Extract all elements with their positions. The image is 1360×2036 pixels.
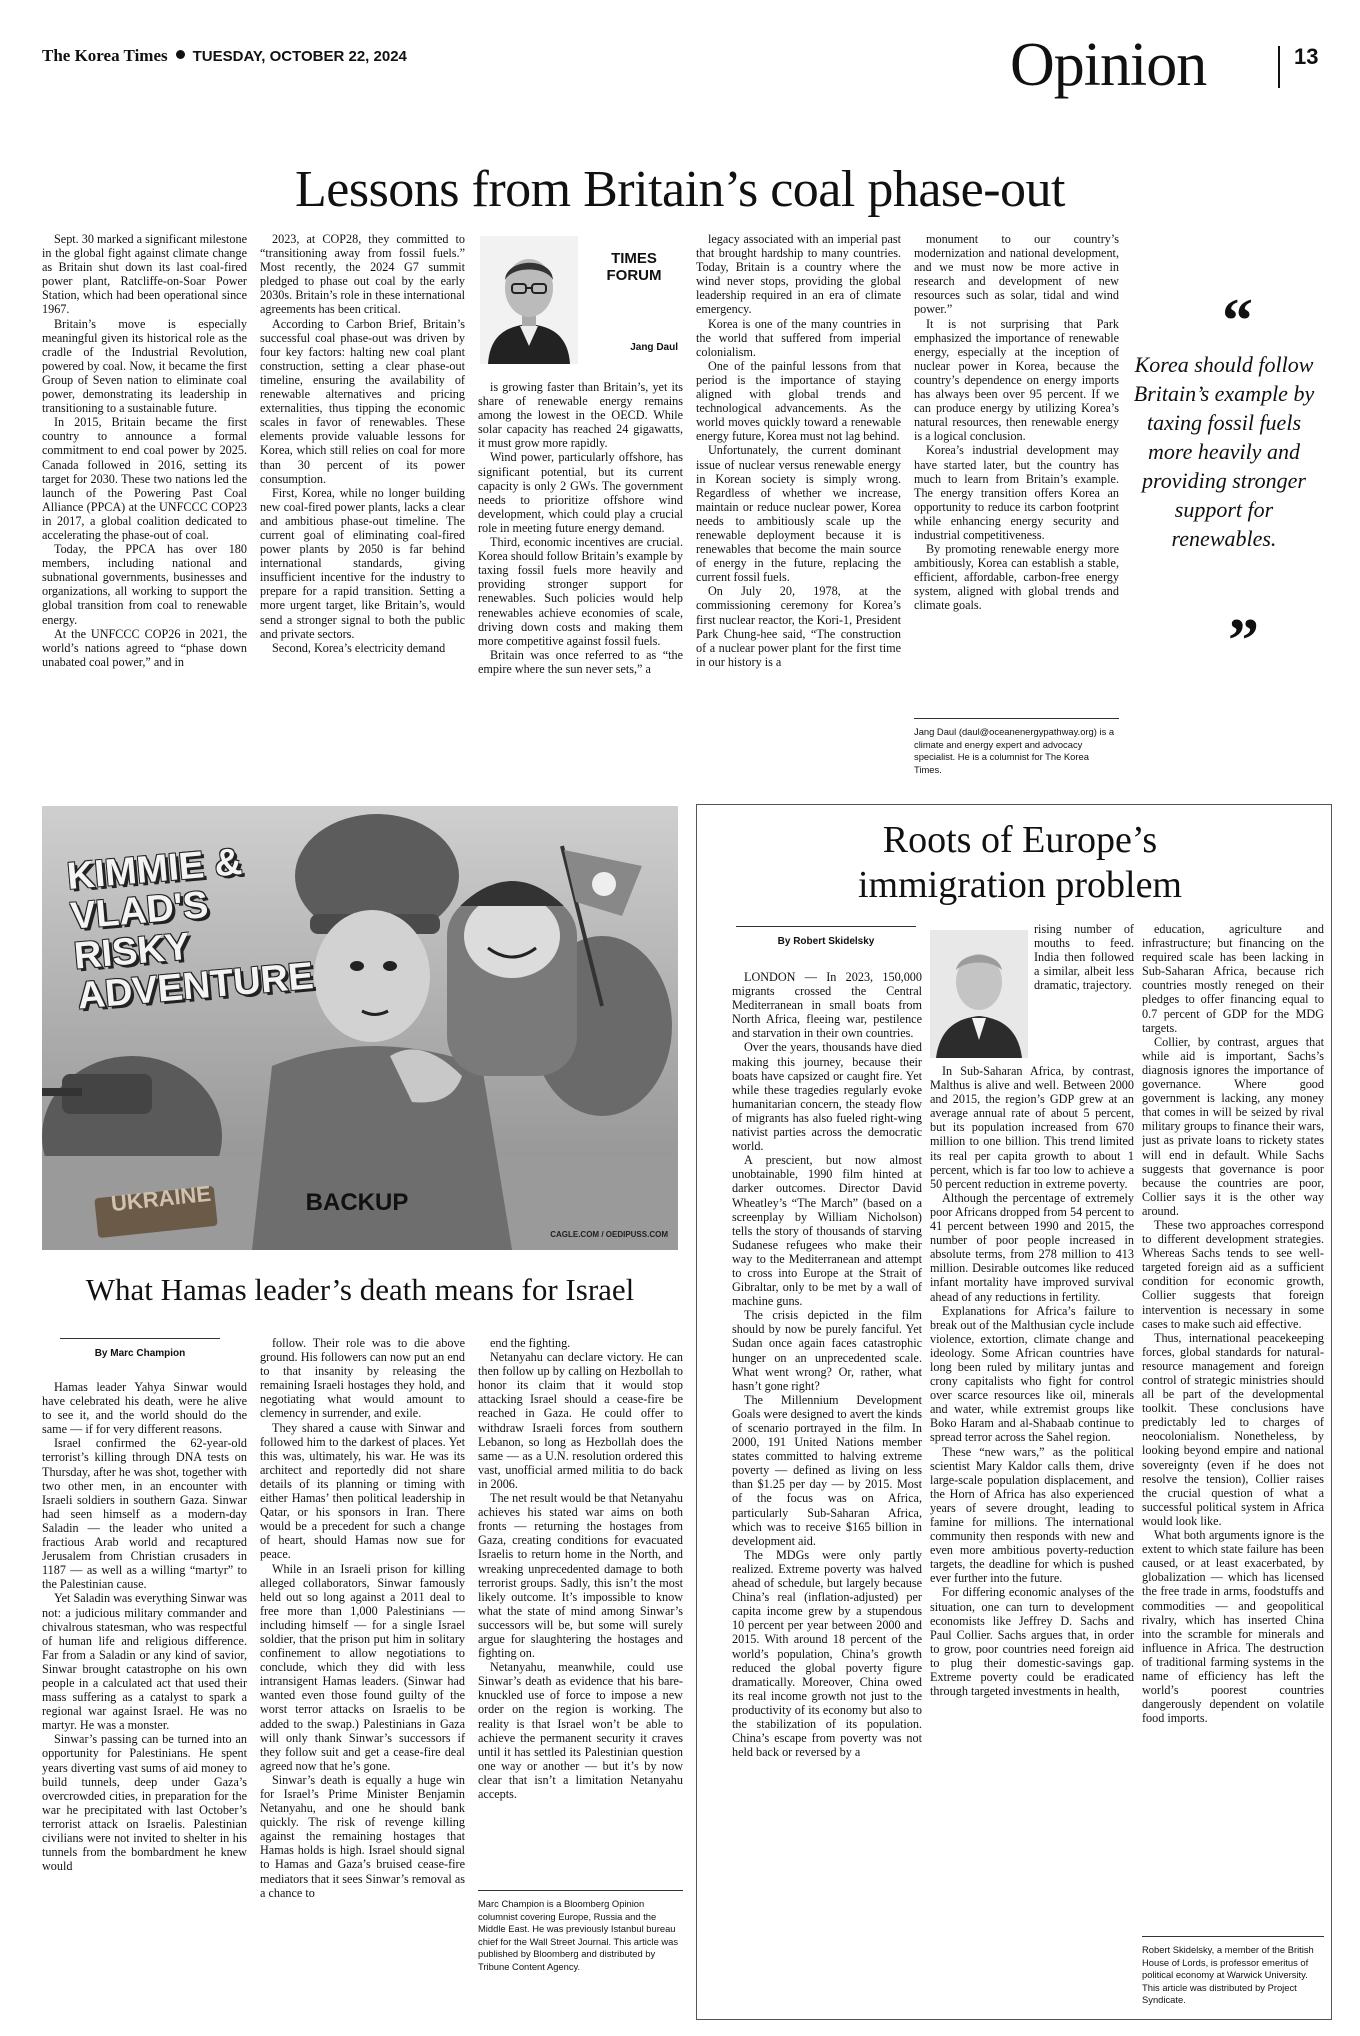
columnist-photo bbox=[480, 236, 578, 364]
close-quote-icon: ” bbox=[1228, 607, 1259, 675]
paragraph: Hamas leader Yahya Sinwar would have celebrated his death, were he alive to see it, and the world should do the same — if for very different reasons. bbox=[42, 1380, 247, 1437]
author-photo bbox=[930, 930, 1028, 1058]
author-bio: Robert Skidelsky, a member of the British House of Lords, is professor emeritus of political economy at Warwick University. This article was distributed by Project Syndicate. bbox=[1142, 1944, 1314, 2005]
paragraph: For differing economic analyses of the situation, one can turn to development economists like Jeffrey D. Sachs and Paul Collier. Sachs argues that, in order to grow, poor countries need foreign aid to plug their domestic-savings gap. Extreme poverty could be eradicated through targeted investments in health, bbox=[930, 1585, 1134, 1699]
paragraph: Although the percentage of extremely poor Africans dropped from 54 percent to 41 percent between 1990 and 2015, the number of poor people increased in absolute terms, from 278 million to 413 million. Desirable outcomes like reduced infant mortality have improved survival ahead of any reductions in fertility. bbox=[930, 1190, 1134, 1304]
paragraph: The MDGs were only partly realized. Extreme poverty was halved ahead of schedule, but largely because China’s real (inflation-adjusted) per capita income grew by a stupendous 10 percent per year between 2000 and 2015. With around 18 percent of the world’s population, China’s growth reduced the global poverty figure dramatically. Moreover, China owed its real income growth not just to the productivity of its economy but also to the stabilization of its population. China’s escape from poverty was not held back or reversed by a bbox=[732, 1547, 922, 1760]
divider bbox=[60, 1338, 220, 1339]
paragraph: follow. Their role was to die above ground. His followers can now put an end to that insanity by releasing the remaining Israeli hostages they hold, and negotiating what would amount to clemency in surrender, and exile. bbox=[260, 1336, 465, 1421]
bullet-icon bbox=[176, 50, 185, 59]
paragraph: Today, the PPCA has over 180 members, including national and subnational governments, businesses and organizations, all working to support the global transition from coal to renewable energy. bbox=[42, 542, 247, 627]
paragraph: In 2015, Britain became the first country to announce a formal commitment to end coal power by 2025. Canada followed in 2016, setting its target for 2030. These two nations led the launch of the Powering Past Coal Alliance (PPCA) at the UNFCCC COP23 in 2017, a global coalition dedicated to accelerating the phase-out of coal. bbox=[42, 415, 247, 542]
paragraph: A prescient, but now almost unobtainable, 1990 film hinted at darker outcomes. Director David Wheatley’s “The March” (based on a screenplay by William Nicholson) tells the story of thousands of starving Sudanese refugees who make their way to the Mediterranean and attempt to cross into Europe at the Strait of Gibraltar, only to be met by a wall of machine guns. bbox=[732, 1153, 922, 1309]
europe-headline: Roots of Europe’s immigration problem bbox=[857, 819, 1182, 906]
hamas-column-3 bbox=[478, 1336, 683, 1876]
europe-byline: By Robert Skidelsky bbox=[777, 936, 875, 947]
divider bbox=[914, 718, 1119, 719]
paragraph: Sept. 30 marked a significant milestone in the global fight against climate change as Britain shut down its last coal-fired power plant, Ratcliffe-on-Soar Power Station, which had been operational since 1967. bbox=[42, 232, 247, 317]
europe-column-2 bbox=[930, 1064, 1134, 2014]
author-bio: Marc Champion is a Bloomberg Opinion columnist covering Europe, Russia and the Middle East. He was previously Istanbul bureau chief for the Wall Street Journal. This article was published by Bloomberg and distributed by Tribune Content Agency. bbox=[478, 1898, 679, 1972]
pull-quote: Korea should follow Britain’s example by taxing fossil fuels more heavily and providing stronger support for renewables. bbox=[1133, 352, 1315, 551]
paragraph: It is not surprising that Park emphasized the importance of renewable energy, especially at the inception of nuclear power in Korea, because the country’s dependence on energy imports has always been over 95 percent. If we can produce energy by utilizing Korea’s natural resources, then renewable energy is a logical conclusion. bbox=[914, 316, 1119, 444]
paragraph: Netanyahu can declare victory. He can then follow up by calling on Hezbollah to honor its claim that it would stop attacking Israel should a cease-fire be reached in Gaza. He could offer to withdraw Israeli forces from southern Lebanon, so long as Hezbollah does the same — as a U.N. resolution ordered this vast, unofficial armed militia to do back in 2006. bbox=[478, 1350, 683, 1491]
hamas-byline: By Marc Champion bbox=[94, 1348, 186, 1359]
paragraph: Collier, by contrast, argues that while aid is important, Sachs’s diagnosis ignores the importance of governance. Where good government is lacking, any money that comes in will be seized by rival military groups to finance their wars, just as private loans to rickety states will end in default. While Sachs suggests that governance is poor because the countries are poor, Collier says it is the other way around. bbox=[1142, 1034, 1324, 1218]
section-divider bbox=[1278, 46, 1280, 88]
newspaper-name: The Korea Times bbox=[42, 46, 168, 65]
open-quote-icon: “ bbox=[1222, 287, 1253, 355]
cartoon-sign: UKRAINE bbox=[109, 1180, 213, 1217]
page-number: 13 bbox=[1294, 44, 1319, 69]
paragraph: rising number of mouths to feed. India then followed a similar, albeit less dramatic, trajectory. bbox=[1034, 922, 1134, 993]
masthead bbox=[42, 46, 407, 66]
europe-column-3 bbox=[1142, 922, 1324, 1932]
paragraph: In Sub-Saharan Africa, by contrast, Malthus is alive and well. Between 2000 and 2015, the region’s GDP grew at an average annual rate of about 5 percent, but its population increased from 670 million to one billion. This trend limited its real per capita growth to about 1 percent, which is far too low to achieve a 50 percent reduction in extreme poverty. bbox=[930, 1064, 1134, 1191]
hamas-headline: What Hamas leader’s death means for Israel bbox=[85, 1272, 635, 1307]
paragraph: monument to our country’s modernization and national development, and we must now be more active in research and development of new resources such as solar, tidal and wind power.” bbox=[914, 232, 1119, 317]
paragraph: Third, economic incentives are crucial. Korea should follow Britain’s example by taxing fossil fuels more heavily and providing stronger support for renewables. Such policies would help renewables achieve economies of scale, driving down costs and making them more competitive against fossil fuels. bbox=[478, 535, 683, 648]
paragraph: These “new wars,” as the political scientist Mary Kaldor calls them, drive large-scale population displacement, and the Horn of Africa has also experienced years of severe drought, leading to famine for millions. The international community then responds with new and even more ambitious poverty-reduction targets, the deadline for which is pushed ever further into the future. bbox=[930, 1444, 1134, 1586]
europe-column-2-top bbox=[1034, 922, 1134, 1062]
paragraph: is growing faster than Britain’s, yet its share of renewable energy remains among the lowest in the OECD. While solar capacity has reached 24 gigawatts, it must grow more rapidly. bbox=[478, 380, 683, 451]
paragraph: Britain was once referred to as “the empire where the sun never sets,” a bbox=[478, 647, 683, 676]
paragraph: LONDON — In 2023, 150,000 migrants crossed the Central Mediterranean in small boats from North Africa, fleeing war, pestilence and starvation in their own countries. bbox=[732, 970, 922, 1041]
paragraph: Korea’s industrial development may have started later, but the country has much to learn from Britain’s example. The energy transition offers Korea an opportunity to reduce its carbon footprint while enhancing energy security and industrial competitiveness. bbox=[914, 443, 1119, 542]
paragraph: The net result would be that Netanyahu achieves his stated war aims on both fronts — returning the hostages from Gaza, creating conditions for evacuated Israelis to return home in the North, and wreaking unprecedented damage to both terrorist groups. Sadly, this isn’t the most likely outcome. It’s impossible to know what the state of mind among Sinwar’s successors will be, but some will surely argue for slaughtering the hostages and fighting on. bbox=[478, 1491, 683, 1661]
paragraph: Netanyahu, meanwhile, could use Sinwar’s death as evidence that his bare-knuckled use of force to impose a new order on the region is working. The reality is that Israel won’t be able to achieve the permanent security it craves until it has settled its Palestinian question one way or another — but it’s by now clear that isn’t a limitation Netanyahu accepts. bbox=[478, 1660, 683, 1801]
divider bbox=[478, 1890, 683, 1891]
issue-date: TUESDAY, OCTOBER 22, 2024 bbox=[192, 48, 407, 65]
paragraph: Thus, international peacekeeping forces, global standards for natural-resource management and foreign control of strategic ministries should all be part of the developmental toolkit. These conclusions have predictably led to charges of neocolonialism. Nonetheless, by looking beyond empire and national sovereignty (even if he does not resolve the tension), Collier raises the crucial question of what a successful political system in Africa would look like. bbox=[1142, 1330, 1324, 1528]
paragraph: Unfortunately, the current dominant issue of nuclear versus renewable energy in Korean society is simply wrong. Regardless of whether we increase, maintain or reduce nuclear power, Korea needs to ambitiously scale up the renewable deployment because it is renewables that become the main source of energy in the future, replacing the current fossil fuels. bbox=[696, 443, 901, 585]
paragraph: On July 20, 1978, at the commissioning ceremony for Korea’s first nuclear reactor, the Kori-1, President Park Chung-hee said, “The construction of a nuclear power plant for the first time in our history is a bbox=[696, 584, 901, 669]
divider bbox=[1142, 1936, 1324, 1937]
paragraph: Korea is one of the many countries in the world that suffered from imperial colonialism. bbox=[696, 316, 901, 359]
paragraph: Sinwar’s death is equally a huge win for Israel’s Prime Minister Benjamin Netanyahu, and one he should bank quickly. The risk of revenge killing against the remaining hostages that Hamas holds is high. Israel should signal to Hamas and Gaza’s bruised cease-fire mediators that it sees Sinwar’s removal as a chance to bbox=[260, 1772, 465, 1900]
paragraph: According to Carbon Brief, Britain’s successful coal phase-out was driven by four key factors: halting new coal plant construction, setting a clear phase-out timeline, ensuring the availability of renewable alternatives and pricing externalities, thus tipping the economic scales in favor of renewables. These elements provide valuable lessons for Korea, which still relies on coal for more than 30 percent of its power consumption. bbox=[260, 316, 465, 486]
europe-column-1 bbox=[732, 970, 922, 2010]
paragraph: They shared a cause with Sinwar and followed him to the darkest of places. Yet this was, ultimately, his war. He was its architect and reportedly did not share details of its planning or timing with either Hamas’ then political leadership in Qatar, or his sponsors in Iran. There would be a precedent for such a change of heart, should Hamas now sue for peace. bbox=[260, 1420, 465, 1562]
paragraph: Israel confirmed the 62-year-old terrorist’s killing through DNA tests on Thursday, after he was shot, together with two other men, in an encounter with Israeli soldiers in southern Gaza. Sinwar had seen himself as a modern-day Saladin — the leader who united a fractious Arab world and recaptured Jerusalem from Christian crusaders in 1187 — as well as a willing “martyr” to the Palestinian cause. bbox=[42, 1436, 247, 1592]
paragraph: The crisis depicted in the film should by now be purely fanciful. Yet Sudan once again faces catastrophic hunger on an unprecedented scale. What went wrong? Or, rather, what hasn’t gone right? bbox=[732, 1308, 922, 1393]
hamas-column-1 bbox=[42, 1380, 247, 2020]
paragraph: Second, Korea’s electricity demand bbox=[272, 640, 446, 655]
paragraph: Yet Saladin was everything Sinwar was not: a judicious military commander and chivalrous statesman, who was respectful of human life and religious difference. Far from a Saladin or any kind of savior, Sinwar brought catastrophe on his own people in a calculated act that used their mass suffering as a catalyst to spark a regional war against Israel. He was no martyr. He was a monster. bbox=[42, 1591, 247, 1733]
paragraph: Wind power, particularly offshore, has significant potential, but its current capacity is only 2 GWs. The government needs to prioritize offshore wind development, which could play a crucial role in meeting future energy demand. bbox=[478, 450, 683, 535]
paragraph: Britain’s move is especially meaningful given its historical role as the cradle of the Industrial Revolution, powered by coal. Now, it became the first Group of Seven nation to eliminate coal power, demonstrating its leadership in transitioning to a sustainable future. bbox=[42, 316, 247, 416]
paragraph: While in an Israeli prison for killing alleged collaborators, Sinwar famously held out so long against a 2011 deal to free more than 1,000 Palestinians — including himself — for a single Israel soldier, that the prison put him in solitary confinement to allow negotiations to conclude, which they did with less intransigent Hamas leaders. (Sinwar had wanted even those found guilty of the worst terror attacks on Israelis to be added to the swap.) Palestinians in Gaza will only thank Sinwar’s successors if they follow suit and get a cease-fire deal agreed now that he’s gone. bbox=[260, 1561, 465, 1773]
lead-column-2 bbox=[260, 232, 465, 780]
paragraph: Sinwar’s passing can be turned into an opportunity for Palestinians. He spent years diverting vast sums of aid money to build tunnels, deep under Gaza’s overcrowded cities, in preparation for the war he precipitated with last October’s terrorist attack on Israelis. Palestinian civilians were not invited to shelter in his tunnels from the bombardment he knew would bbox=[42, 1732, 247, 1874]
lead-column-3 bbox=[478, 380, 683, 780]
paragraph: Explanations for Africa’s failure to break out of the Malthusian cycle include violence, extortion, climate change and ideology. Some African countries have long been ruled by military juntas and crony capitalists who fight for control over scarce resources like oil, minerals and water, while extremist groups like Boko Haram and al-Shabaab continue to spread terror across the Sahel region. bbox=[930, 1303, 1134, 1445]
paragraph: First, Korea, while no longer building new coal-fired power plants, lacks a clear and ambitious phase-out timeline. The current goal of eliminating coal-fired power plants by 2050 is far behind international standards, giving insufficient incentive for the industry to prepare for a rapid transition. Setting a more urgent target, like Britain’s, would send a stronger signal to both the public and private sectors. bbox=[260, 485, 465, 641]
columnist-box bbox=[480, 236, 680, 364]
section-title: Opinion bbox=[1010, 31, 1207, 99]
paragraph: What both arguments ignore is the extent to which state failure has been caused, or at least exacerbated, by globalization — which has licensed the free trade in arms, foodstuffs and commodities — and geopolitical rivalry, which has inserted China into the scramble for minerals and influence in Africa. The destruction of traditional farming systems in the name of efficiency has left the world’s poorest countries dangerously dependent on volatile food imports. bbox=[1142, 1528, 1324, 1726]
forum-label: TIMES FORUM bbox=[606, 250, 662, 284]
cartoon-credit: CAGLE.COM / OEDIPUSS.COM bbox=[550, 1230, 668, 1239]
editorial-cartoon bbox=[42, 806, 678, 1250]
paragraph: 2023, at COP28, they committed to “transitioning away from fossil fuels.” Most recently, the 2024 G7 summit pledged to phase out coal by the early 2030s. Britain’s role in these international agreements has been critical. bbox=[260, 232, 465, 317]
author-bio: Jang Daul (daul@oceanenergypathway.org) is a climate and energy expert and advocacy specialist. He is a columnist for The Korea Times. bbox=[914, 726, 1115, 775]
paragraph: The Millennium Development Goals were designed to avert the kinds of scenario portrayed in the film. In 2000, 191 United Nations member states committed to halving extreme poverty — defined as living on less than $1.25 per day — by 2015. Most of the focus was on Africa, particularly Sub-Saharan Africa, which was to receive $165 billion in development aid. bbox=[732, 1392, 922, 1548]
paragraph: By promoting renewable energy more ambitiously, Korea can establish a stable, efficient, affordable, carbon-free energy system, aligned with global trends and climate goals. bbox=[914, 542, 1119, 613]
lead-column-1 bbox=[42, 232, 247, 780]
cartoon-title: KIMMIE & VLAD'S RISKY ADVENTURE bbox=[65, 840, 316, 1018]
columnist-name: Jang Daul bbox=[630, 342, 678, 353]
paragraph: Over the years, thousands have died making this journey, because their boats have capsized or caught fire. Yet while these tragedies regularly evoke humanitarian concern, the steady flow of migrants has also fueled right-wing nativist parties across the democratic world. bbox=[732, 1040, 922, 1154]
paragraph: At the UNFCCC COP26 in 2021, the world’s nations agreed to “phase down unabated coal power,” and in bbox=[42, 626, 247, 669]
paragraph: One of the painful lessons from that period is the importance of staying aligned with global trends and technological advancements. As the world moves quickly toward a renewable energy future, Korea must not lag behind. bbox=[696, 358, 901, 444]
lead-column-4 bbox=[696, 232, 901, 780]
lead-column-5 bbox=[914, 232, 1119, 707]
cartoon-caption: BACKUP bbox=[305, 1189, 409, 1216]
paragraph: These two approaches correspond to different development strategies. Whereas Sachs tends to see well-targeted foreign aid as a sufficient condition for economic growth, Collier suggests that foreign intervention is necessary in some cases to make such aid effective. bbox=[1142, 1217, 1324, 1331]
divider bbox=[736, 926, 916, 927]
paragraph: end the fighting. bbox=[490, 1336, 571, 1350]
paragraph: legacy associated with an imperial past that brought hardship to many countries. Today, Britain is a country where the wind never stops, providing the global leadership required in an era of climate emergency. bbox=[696, 232, 901, 317]
hamas-column-2 bbox=[260, 1336, 465, 2020]
paragraph: education, agriculture and infrastructure; but financing on the required scale has been lacking in Sub-Saharan Africa, because rich countries mostly reneged on their pledges to offer financing equal to 0.7 percent of GDP for the MDG targets. bbox=[1142, 922, 1324, 1035]
lead-headline: Lessons from Britain’s coal phase-out bbox=[294, 161, 1065, 218]
